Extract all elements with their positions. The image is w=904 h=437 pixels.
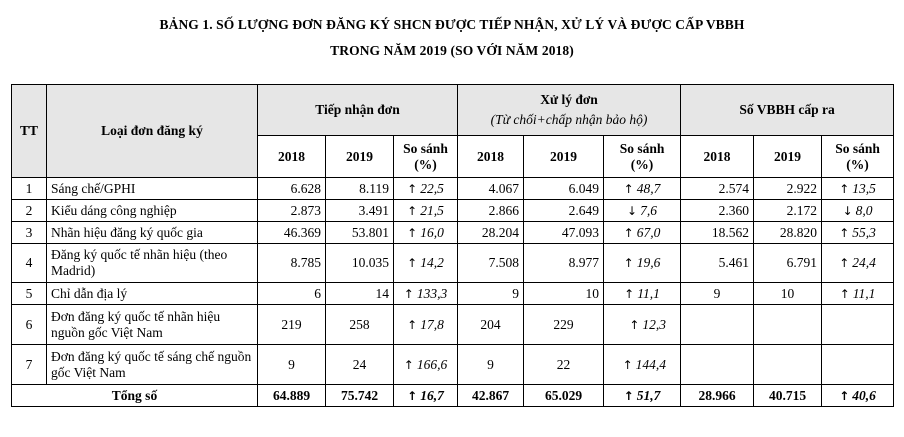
header-received-2018: 2018 bbox=[258, 136, 326, 178]
certificates-2019 bbox=[754, 305, 822, 345]
received-compare bbox=[394, 345, 458, 385]
total-received-compare-value: 16,7 bbox=[420, 387, 444, 403]
row-index: 1 bbox=[12, 178, 47, 200]
processed-compare-value: 144,4 bbox=[635, 356, 667, 372]
received-2019: 53.801 bbox=[326, 222, 394, 244]
certificates-compare-value: 8,0 bbox=[855, 202, 873, 218]
certificates-compare bbox=[822, 345, 894, 385]
table-row bbox=[12, 283, 894, 305]
certificates-compare bbox=[822, 244, 894, 283]
received-compare-value: 133,3 bbox=[416, 285, 448, 301]
received-2018: 219 bbox=[258, 305, 326, 345]
total-received-2018: 64.889 bbox=[258, 385, 326, 407]
certificates-compare-value: 24,4 bbox=[852, 255, 876, 270]
certificates-2018 bbox=[681, 345, 754, 385]
arrow-up-icon: ↑ bbox=[623, 256, 634, 270]
row-application-type: Sáng chế/GPHI bbox=[47, 178, 258, 200]
processed-compare-value: 48,7 bbox=[636, 180, 661, 196]
arrow-up-icon: ↑ bbox=[407, 181, 418, 196]
arrow-up-icon: ↑ bbox=[407, 256, 418, 270]
header-received-2019: 2019 bbox=[326, 136, 394, 178]
header-certificates-2018: 2018 bbox=[681, 136, 754, 178]
certificates-2018: 2.360 bbox=[681, 200, 754, 222]
received-compare bbox=[394, 178, 458, 200]
received-2019: 14 bbox=[326, 283, 394, 305]
header-processed-note: (Từ chối+chấp nhận bảo hộ) bbox=[490, 112, 648, 127]
header-certificates: Số VBBH cấp ra bbox=[681, 85, 894, 136]
arrow-down-icon: ↓ bbox=[627, 203, 638, 218]
processed-2019: 22 bbox=[524, 345, 604, 385]
certificates-compare bbox=[822, 200, 894, 222]
arrow-up-icon: ↑ bbox=[629, 317, 640, 332]
arrow-up-icon: ↑ bbox=[622, 357, 633, 372]
row-index: 7 bbox=[12, 345, 47, 385]
processed-compare bbox=[604, 345, 681, 385]
header-processed-2018: 2018 bbox=[458, 136, 524, 178]
header-processed-label: Xử lý đơn bbox=[540, 92, 598, 107]
arrow-up-icon: ↑ bbox=[403, 357, 414, 372]
received-compare-value: 17,8 bbox=[420, 316, 444, 332]
header-received: Tiếp nhận đơn bbox=[258, 85, 458, 136]
arrow-up-icon: ↑ bbox=[407, 317, 418, 332]
certificates-compare-value: 55,3 bbox=[852, 224, 876, 240]
processed-2018: 9 bbox=[458, 345, 524, 385]
row-application-type: Đơn đăng ký quốc tế sáng chế nguồn gốc Việt Nam bbox=[47, 345, 258, 385]
received-2018: 46.369 bbox=[258, 222, 326, 244]
total-certificates-2018: 28.966 bbox=[681, 385, 754, 407]
received-compare-value: 166,6 bbox=[416, 356, 448, 372]
processed-2018: 2.866 bbox=[458, 200, 524, 222]
total-processed-2019: 65.029 bbox=[524, 385, 604, 407]
certificates-compare bbox=[822, 178, 894, 200]
processed-compare bbox=[604, 283, 681, 305]
certificates-compare-value: 11,1 bbox=[852, 285, 876, 301]
certificates-2019: 2.172 bbox=[754, 200, 822, 222]
total-certificates-compare bbox=[822, 385, 894, 407]
certificates-2019: 10 bbox=[754, 283, 822, 305]
received-2018: 9 bbox=[258, 345, 326, 385]
table-row bbox=[12, 305, 894, 345]
total-processed-compare bbox=[604, 385, 681, 407]
row-application-type: Nhãn hiệu đăng ký quốc gia bbox=[47, 222, 258, 244]
row-application-type: Đơn đăng ký quốc tế nhãn hiệu nguồn gốc Việt Nam bbox=[47, 305, 258, 345]
certificates-compare bbox=[822, 283, 894, 305]
received-2018: 6.628 bbox=[258, 178, 326, 200]
processed-2019: 229 bbox=[524, 305, 604, 345]
arrow-up-icon: ↑ bbox=[407, 203, 418, 218]
table-row bbox=[12, 178, 894, 200]
received-compare-value: 21,5 bbox=[420, 202, 444, 218]
certificates-2019: 6.791 bbox=[754, 244, 822, 283]
received-compare-value: 16,0 bbox=[420, 224, 444, 240]
table-caption bbox=[0, 12, 904, 64]
received-2018: 8.785 bbox=[258, 244, 326, 283]
certificates-compare bbox=[822, 222, 894, 244]
total-certificates-2019: 40.715 bbox=[754, 385, 822, 407]
processed-compare-value: 19,6 bbox=[636, 255, 661, 270]
processed-2018: 4.067 bbox=[458, 178, 524, 200]
total-row bbox=[12, 385, 894, 407]
total-received-compare bbox=[394, 385, 458, 407]
certificates-2018: 5.461 bbox=[681, 244, 754, 283]
certificates-2019: 2.922 bbox=[754, 178, 822, 200]
compare-unit: (%) bbox=[846, 156, 869, 172]
total-processed-2018: 42.867 bbox=[458, 385, 524, 407]
total-received-2019: 75.742 bbox=[326, 385, 394, 407]
row-index: 3 bbox=[12, 222, 47, 244]
received-2018: 6 bbox=[258, 283, 326, 305]
processed-2018: 9 bbox=[458, 283, 524, 305]
table-row bbox=[12, 200, 894, 222]
table-body bbox=[12, 178, 894, 385]
arrow-up-icon: ↑ bbox=[624, 286, 635, 301]
compare-unit: (%) bbox=[414, 156, 437, 172]
row-index: 5 bbox=[12, 283, 47, 305]
received-2019: 258 bbox=[326, 305, 394, 345]
certificates-compare-value: 13,5 bbox=[852, 180, 876, 196]
arrow-up-icon: ↑ bbox=[623, 225, 634, 240]
received-compare bbox=[394, 283, 458, 305]
received-2019: 8.119 bbox=[326, 178, 394, 200]
certificates-2018: 2.574 bbox=[681, 178, 754, 200]
statistics-table bbox=[11, 84, 894, 407]
processed-2018: 204 bbox=[458, 305, 524, 345]
arrow-down-icon: ↓ bbox=[842, 203, 853, 218]
certificates-2019 bbox=[754, 345, 822, 385]
processed-2019: 47.093 bbox=[524, 222, 604, 244]
received-compare bbox=[394, 222, 458, 244]
arrow-up-icon: ↑ bbox=[623, 181, 634, 196]
header-tt: TT bbox=[12, 85, 47, 178]
header-received-compare bbox=[394, 136, 458, 178]
processed-compare-value: 12,3 bbox=[642, 316, 667, 332]
total-processed-compare-value: 51,7 bbox=[636, 387, 661, 403]
caption-line-2: TRONG NĂM 2019 (SO VỚI NĂM 2018) bbox=[330, 43, 574, 58]
processed-compare bbox=[604, 200, 681, 222]
header-processed-compare bbox=[604, 136, 681, 178]
caption-line-1: BẢNG 1. SỐ LƯỢNG ĐƠN ĐĂNG KÝ SHCN ĐƯỢC TIẾP NHẬN, XỬ LÝ VÀ ĐƯỢC CẤP VBBH bbox=[159, 17, 745, 32]
processed-2019: 2.649 bbox=[524, 200, 604, 222]
received-2019: 10.035 bbox=[326, 244, 394, 283]
processed-compare bbox=[604, 244, 681, 283]
arrow-up-icon: ↑ bbox=[407, 388, 418, 403]
processed-compare-value: 67,0 bbox=[636, 224, 661, 240]
arrow-up-icon: ↑ bbox=[839, 388, 850, 403]
received-2019: 24 bbox=[326, 345, 394, 385]
header-processed bbox=[458, 85, 681, 136]
certificates-2018 bbox=[681, 305, 754, 345]
compare-label: So sánh bbox=[619, 140, 665, 156]
arrow-up-icon: ↑ bbox=[839, 256, 850, 270]
certificates-2019: 28.820 bbox=[754, 222, 822, 244]
received-2019: 3.491 bbox=[326, 200, 394, 222]
row-index: 6 bbox=[12, 305, 47, 345]
received-compare-value: 22,5 bbox=[420, 180, 444, 196]
received-compare bbox=[394, 244, 458, 283]
header-application-type: Loại đơn đăng ký bbox=[47, 85, 258, 178]
row-application-type: Kiểu dáng công nghiệp bbox=[47, 200, 258, 222]
processed-compare bbox=[604, 305, 681, 345]
processed-2018: 7.508 bbox=[458, 244, 524, 283]
certificates-2018: 18.562 bbox=[681, 222, 754, 244]
arrow-up-icon: ↑ bbox=[839, 286, 850, 301]
processed-2019: 10 bbox=[524, 283, 604, 305]
arrow-up-icon: ↑ bbox=[623, 388, 634, 403]
table-row bbox=[12, 244, 894, 283]
header-certificates-compare bbox=[822, 136, 894, 178]
table-row bbox=[12, 222, 894, 244]
row-index: 4 bbox=[12, 244, 47, 283]
certificates-compare bbox=[822, 305, 894, 345]
compare-unit: (%) bbox=[630, 156, 654, 172]
arrow-up-icon: ↑ bbox=[839, 225, 850, 240]
row-application-type: Chỉ dẫn địa lý bbox=[47, 283, 258, 305]
received-compare bbox=[394, 200, 458, 222]
compare-label: So sánh bbox=[835, 140, 880, 156]
table-row bbox=[12, 345, 894, 385]
arrow-up-icon: ↑ bbox=[407, 225, 418, 240]
header-row-groups bbox=[12, 85, 894, 136]
received-compare bbox=[394, 305, 458, 345]
processed-compare bbox=[604, 222, 681, 244]
processed-compare bbox=[604, 178, 681, 200]
row-application-type: Đăng ký quốc tế nhãn hiệu (theo Madrid) bbox=[47, 244, 258, 283]
row-index: 2 bbox=[12, 200, 47, 222]
header-processed-2019: 2019 bbox=[524, 136, 604, 178]
received-2018: 2.873 bbox=[258, 200, 326, 222]
arrow-up-icon: ↑ bbox=[839, 181, 850, 196]
total-certificates-compare-value: 40,6 bbox=[852, 387, 876, 403]
arrow-up-icon: ↑ bbox=[403, 286, 414, 301]
certificates-2018: 9 bbox=[681, 283, 754, 305]
total-label: Tổng số bbox=[12, 385, 258, 407]
processed-compare-value: 7,6 bbox=[640, 202, 657, 218]
processed-2018: 28.204 bbox=[458, 222, 524, 244]
processed-2019: 8.977 bbox=[524, 244, 604, 283]
compare-label: So sánh bbox=[403, 140, 448, 156]
processed-2019: 6.049 bbox=[524, 178, 604, 200]
processed-compare-value: 11,1 bbox=[637, 285, 660, 301]
received-compare-value: 14,2 bbox=[420, 255, 444, 270]
header-certificates-2019: 2019 bbox=[754, 136, 822, 178]
